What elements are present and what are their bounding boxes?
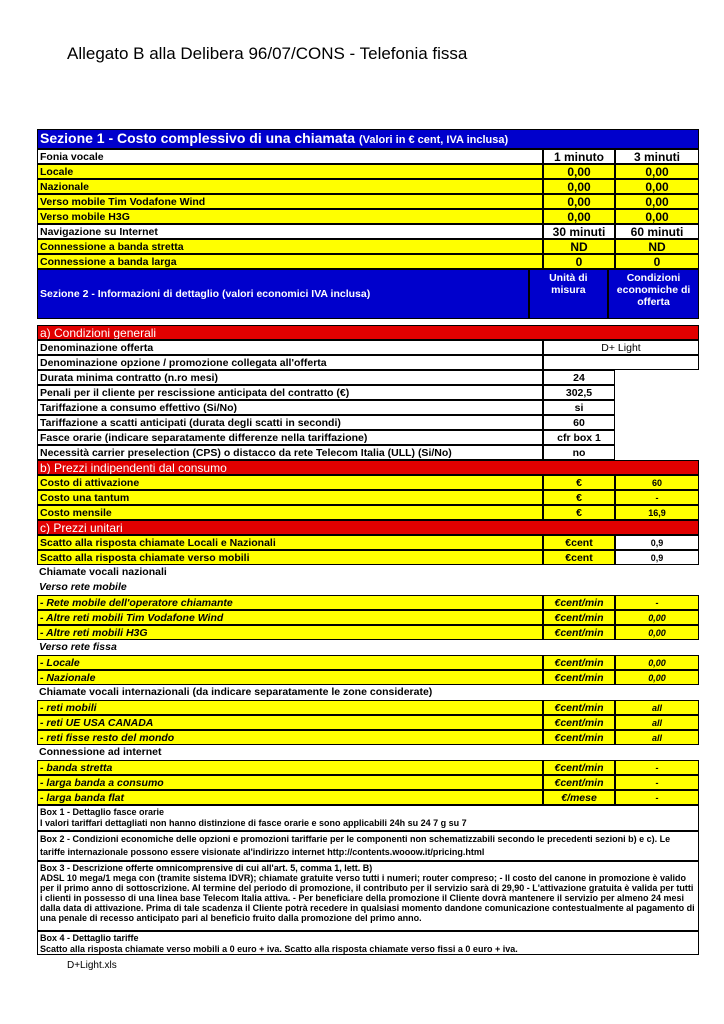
fonia-header-row [37,149,699,164]
spreadsheet [37,129,699,955]
gen-label: Tariffazione a consumo effettivo (Si/No) [37,400,543,415]
scatto-v: 0,9 [615,535,699,550]
denominazione-label: Denominazione offerta [37,340,543,355]
denominazione-row [37,340,699,355]
box-1 [37,805,699,831]
box-4-text: Scatto alla risposta chiamate verso mobili a 0 euro + iva. Scatto alla risposta chiamate verso fissi a 0 euro + iva. [40,944,518,954]
col-condizioni: Condizioni economiche di offerta [608,269,699,319]
mobile-row [37,625,699,640]
conn-v: - [615,775,699,790]
intern-label: - reti fisse resto del mondo [37,730,543,745]
fissa-label: - Nazionale [37,670,543,685]
mobile-label: - Altre reti mobili Tim Vodafone Wind [37,610,543,625]
footer-filename: D+Light.xls [67,960,117,971]
mobile-v: - [615,595,699,610]
mobile-v: 0,00 [615,625,699,640]
col-1-minuto: 1 minuto [543,149,615,164]
nazionali-label-row [37,565,699,580]
scatto-u: €cent [543,550,615,565]
mobile-label-row [37,580,699,595]
box-4 [37,931,699,955]
col-3-minuti: 3 minuti [615,149,699,164]
scatto-row [37,550,699,565]
intern-u: €cent/min [543,700,615,715]
gen-row [37,400,699,415]
gen-row [37,430,699,445]
section-b-header [37,460,699,475]
document-title: Allegato B alla Delibera 96/07/CONS - Telefonia fissa [67,44,468,63]
section-a-header [37,325,699,340]
section-c-header [37,520,699,535]
section-a-title: a) Condizioni generali [40,326,157,339]
intern-row [37,700,699,715]
nav-label: Navigazione su Internet [37,224,543,239]
fonia-v1: 0,00 [543,164,615,179]
gen-label: Penali per il cliente per rescissione anticipata del contratto (€) [37,385,543,400]
box-2-text: Box 2 - Condizioni economiche delle opzioni e promozioni tariffarie per le componenti non schematizzabili secondo le precedenti sezioni b) e c). Le tariffe internazionale possono essere visionate al'indirizzo internet http://contents.wooow.it/pricing.html [40,834,671,857]
section-2-header [37,269,699,319]
mobile-row [37,595,699,610]
prezzo-ind-v: 60 [615,475,699,490]
intern-v: all [615,700,699,715]
mobile-v: 0,00 [615,610,699,625]
fissa-row [37,655,699,670]
prezzo-ind-label: Costo una tantum [37,490,543,505]
conn-row [37,790,699,805]
conn-u: €cent/min [543,760,615,775]
fissa-v: 0,00 [615,670,699,685]
fissa-label: - Locale [37,655,543,670]
section-1-title: Sezione 1 - Costo complessivo di una chiamata [40,130,356,146]
box-3-text: ADSL 10 mega/1 mega con (tramite sistema IDVR); chiamate gratuite verso tutti i numeri; router compreso; - Il costo del canone in promozione è valido per il primo anno di sottoscrizione. Al termine del periodo di promozione, il contributo per il servizio sarà di 29,90 - L'attivazione gratuita è valida per tutti i clienti in possesso di una linea base Telecom Italia attiva. - Per beneficiare della promozione il Cliente dovrà mantenere il servizio per almeno 24 mesi dalla data di attivazione. Prima di tale scadenza il Cliente potrà recedere in qualsiasi momento dandone comunicazione contestualmente al pagamento di una penale di recesso anticipato pari al beneficio fruito dalla promozione del primo anno. [40,873,695,923]
fonia-v2: 0,00 [615,179,699,194]
denominazione-value: D+ Light [543,340,699,355]
opzione-label: Denominazione opzione / promozione collegata all'offerta [37,355,543,370]
fonia-row [37,179,699,194]
fonia-label: Fonia vocale [37,149,543,164]
mobile-label: - Altre reti mobili H3G [37,625,543,640]
fissa-v: 0,00 [615,655,699,670]
fissa-row [37,670,699,685]
section-c-title: c) Prezzi unitari [40,521,123,534]
fissa-label-row [37,640,699,655]
fonia-v1: 0,00 [543,209,615,224]
conn-v: - [615,760,699,775]
opzione-row [37,355,699,370]
intern-label: - reti mobili [37,700,543,715]
fonia-row [37,164,699,179]
section-1-header [37,129,699,149]
intern-v: all [615,730,699,745]
conn-label: Connessione ad internet [39,746,162,758]
gen-row [37,415,699,430]
intern-u: €cent/min [543,730,615,745]
box-3 [37,861,699,931]
mobile-label: - Rete mobile dell'operatore chiamante [37,595,543,610]
fonia-v1: 0,00 [543,179,615,194]
gen-v: 24 [543,370,615,385]
fissa-u: €cent/min [543,670,615,685]
gen-label: Fasce orarie (indicare separatamente differenze nella tariffazione) [37,430,543,445]
section-2-title: Sezione 2 - Informazioni di dettaglio (valori economici IVA inclusa) [37,269,529,319]
mobile-u: €cent/min [543,610,615,625]
section-b-title: b) Prezzi indipendenti dal consumo [40,461,227,474]
conn-row [37,775,699,790]
fonia-label: Verso mobile H3G [37,209,543,224]
prezzo-ind-row [37,505,699,520]
box-1-text: I valori tariffari dettagliati non hanno distinzione di fasce orarie e sono applicabili 24h su 24 7 g su 7 [40,818,467,828]
nav-v2: 0 [615,254,699,269]
fonia-v1: 0,00 [543,194,615,209]
prezzo-ind-v: - [615,490,699,505]
gen-label: Tariffazione a scatti anticipati (durata degli scatti in secondi) [37,415,543,430]
nav-row [37,239,699,254]
prezzo-ind-label: Costo mensile [37,505,543,520]
prezzo-ind-v: 16,9 [615,505,699,520]
mobile-label: Verso rete mobile [39,581,127,593]
conn-label: - larga banda a consumo [37,775,543,790]
gen-v: si [543,400,615,415]
gen-v: 302,5 [543,385,615,400]
scatto-row [37,535,699,550]
gen-v: no [543,445,615,460]
fonia-label: Locale [37,164,543,179]
nav-header-row [37,224,699,239]
fonia-v2: 0,00 [615,194,699,209]
prezzo-ind-row [37,475,699,490]
prezzo-ind-label: Costo di attivazione [37,475,543,490]
gen-row [37,445,699,460]
box-3-title: Box 3 - Descrizione offerte omnicomprensive di cui all'art. 5, comma 1, lett. B) [40,863,373,873]
conn-label-row [37,745,699,760]
nav-v1: 0 [543,254,615,269]
col-unita-misura: Unità di misura [529,269,608,319]
fissa-u: €cent/min [543,655,615,670]
section-1-note: (Valori in € cent, IVA inclusa) [358,134,509,146]
fonia-row [37,194,699,209]
intern-u: €cent/min [543,715,615,730]
intern-v: all [615,715,699,730]
fissa-label: Verso rete fissa [39,641,117,653]
prezzo-ind-u: € [543,475,615,490]
mobile-u: €cent/min [543,595,615,610]
intern-row [37,730,699,745]
col-60-minuti: 60 minuti [615,224,699,239]
nazionali-label: Chiamate vocali nazionali [39,566,167,578]
conn-v: - [615,790,699,805]
fonia-v2: 0,00 [615,209,699,224]
scatto-u: €cent [543,535,615,550]
opzione-value [543,355,699,370]
col-30-minuti: 30 minuti [543,224,615,239]
intern-label: - reti UE USA CANADA [37,715,543,730]
prezzo-ind-u: € [543,505,615,520]
fonia-label: Nazionale [37,179,543,194]
fonia-row [37,209,699,224]
intern-row [37,715,699,730]
gen-label: Durata minima contratto (n.ro mesi) [37,370,543,385]
gen-row [37,385,699,400]
nav-row [37,254,699,269]
box-4-title: Box 4 - Dettaglio tariffe [40,933,139,943]
conn-u: €/mese [543,790,615,805]
intern-label-row [37,685,699,700]
conn-row [37,760,699,775]
conn-label: - larga banda flat [37,790,543,805]
box-1-title: Box 1 - Dettaglio fasce orarie [40,807,165,817]
conn-label: - banda stretta [37,760,543,775]
nav-v1: ND [543,239,615,254]
nav-label: Connessione a banda larga [37,254,543,269]
mobile-row [37,610,699,625]
intern-label: Chiamate vocali internazionali (da indicare separatamente le zone considerate) [39,686,433,698]
mobile-u: €cent/min [543,625,615,640]
box-2 [37,831,699,861]
fonia-label: Verso mobile Tim Vodafone Wind [37,194,543,209]
prezzo-ind-u: € [543,490,615,505]
scatto-v: 0,9 [615,550,699,565]
nav-label: Connessione a banda stretta [37,239,543,254]
scatto-label: Scatto alla risposta chiamate verso mobili [37,550,543,565]
gen-label: Necessità carrier preselection (CPS) o distacco da rete Telecom Italia (ULL) (Si/No) [37,445,543,460]
scatto-label: Scatto alla risposta chiamate Locali e Nazionali [37,535,543,550]
gen-v: 60 [543,415,615,430]
gen-row [37,370,699,385]
prezzo-ind-row [37,490,699,505]
nav-v2: ND [615,239,699,254]
conn-u: €cent/min [543,775,615,790]
fonia-v2: 0,00 [615,164,699,179]
gen-v: cfr box 1 [543,430,615,445]
